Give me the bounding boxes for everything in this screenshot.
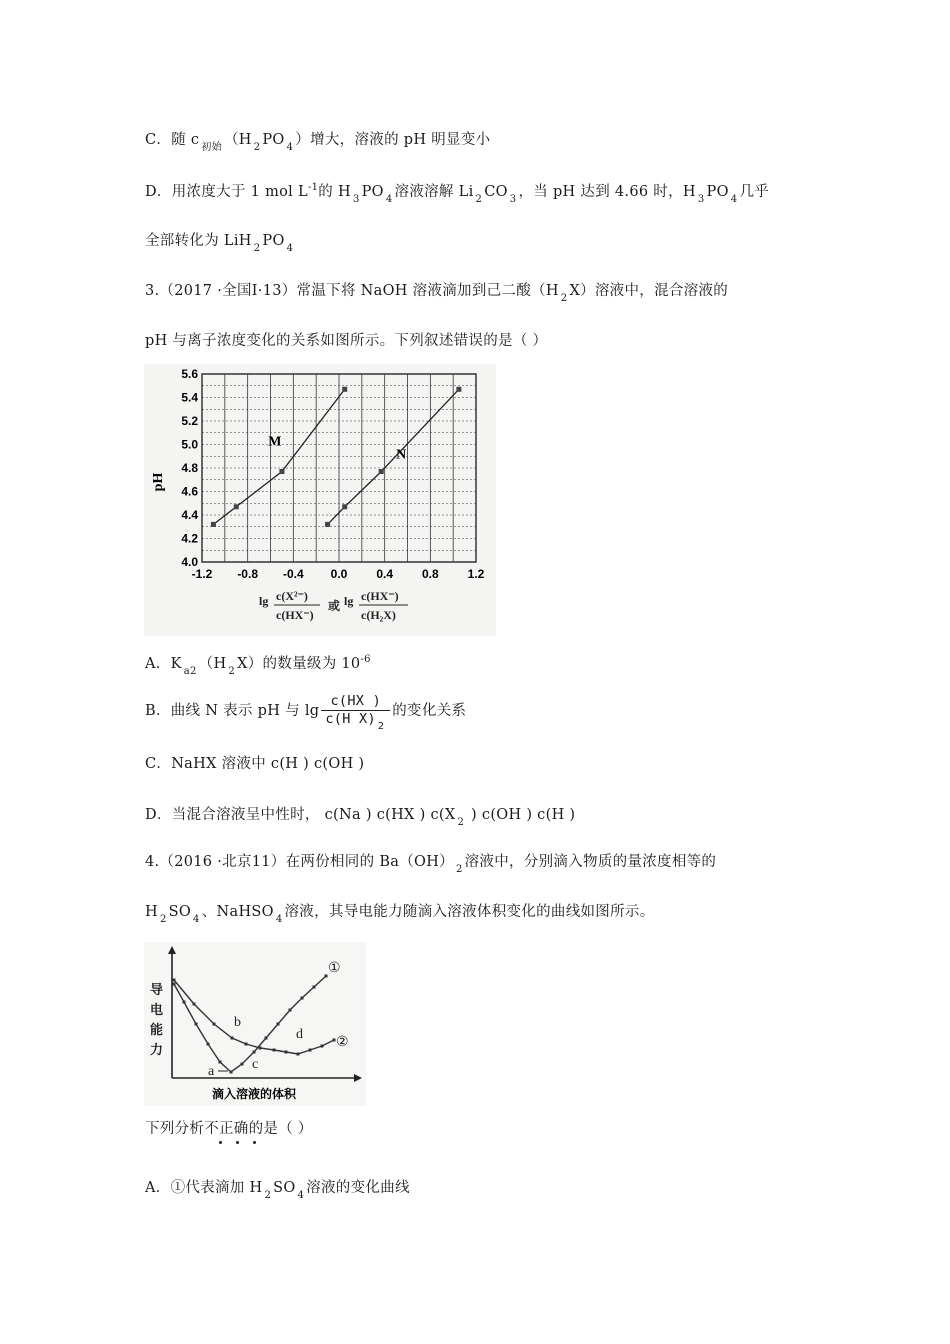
series-N-point — [325, 522, 330, 527]
curve-1-point — [207, 1043, 210, 1046]
conductivity-xlabel: 滴入溶液的体积 — [211, 1087, 297, 1101]
svg-text:lg: lg — [344, 594, 354, 608]
curve-1-point — [313, 986, 316, 989]
curve-1-point — [173, 983, 176, 986]
x-tick-label: 0.8 — [421, 567, 439, 581]
option-d-line-2: 全部转化为 LiH $_2$ PO $_4$ — [145, 233, 294, 254]
curve-1-point — [277, 1023, 280, 1026]
curve-1-point — [241, 1063, 244, 1066]
curve-2-point — [297, 1053, 300, 1056]
series-N-point — [456, 387, 461, 392]
ph-chart-ylabel: pH — [151, 472, 166, 492]
y-tick-label: 4.4 — [181, 508, 198, 522]
curve-2-point — [285, 1051, 288, 1054]
q3-option-a: A．K $_{a2}$ （H $_2$ X）的数量级为 $10^{-6}$ — [145, 654, 371, 677]
q3-option-b: B．曲线 N 表示 pH 与 lg $\frac{c(HX )}{c(H X) _2}$ 的变化关系 — [145, 693, 467, 732]
y-tick-label: 5.4 — [181, 390, 198, 405]
x-tick-label: -0.4 — [282, 567, 304, 581]
y-tick-label: 4.0 — [181, 555, 198, 569]
x-tick-label: -0.8 — [237, 567, 259, 581]
svg-text:c(HX⁻): c(HX⁻) — [361, 589, 399, 603]
curve-1-point — [265, 1037, 268, 1040]
curve-1-point — [253, 1051, 256, 1054]
option-d-line: D．用浓度大于 1 mol $L^{-1}$的 H $_3$ PO $_4$ 溶液溶解 Li $_2$ CO $_3$ ，当 pH 达到 4.66 时，H $_3$ PO $_4$ 几乎 — [145, 182, 770, 205]
curve-2-point — [321, 1045, 324, 1048]
svg-text:c(X²⁻): c(X²⁻) — [276, 589, 308, 603]
svg-text:lg: lg — [259, 594, 269, 608]
svg-text:或: 或 — [328, 599, 341, 613]
question-3-stem: 3.（2017 ·全国Ⅰ·13）常温下将 NaOH 溶液滴加到己二酸（H $_2$ X）溶液中，混合溶液的 — [145, 283, 729, 304]
question-4-prompt: 下列分析不正确的是（ ） — [145, 1121, 313, 1137]
curve-2-point — [259, 1047, 262, 1050]
x-tick-label: 0.4 — [376, 567, 394, 581]
series-N-point — [379, 469, 384, 474]
curve-2-point — [245, 1043, 248, 1046]
series-N-label: N — [396, 447, 407, 463]
point-label-c: c — [252, 1057, 259, 1072]
x-tick-label: 0.0 — [330, 567, 348, 581]
svg-text:导: 导 — [150, 982, 164, 997]
curve-1-point — [230, 1071, 233, 1074]
y-tick-label: 4.2 — [181, 531, 198, 546]
svg-text:c(H₂X): c(H₂X) — [361, 608, 396, 622]
point-label-d: d — [296, 1027, 303, 1042]
question-4-stem-2: H $_2$ SO $_4$ 、NaHSO $_4$ 溶液，其导电能力随滴入溶液体积变化的曲线如图所示。 — [145, 904, 655, 925]
curve-2-point — [213, 1023, 216, 1026]
y-tick-label: 4.8 — [181, 461, 198, 475]
curve-2-point — [193, 1003, 196, 1006]
svg-text:c(HX⁻): c(HX⁻) — [276, 608, 314, 622]
q3-option-d: D．当混合溶液呈中性时， c(Na ) c(HX ) c(X $_2$ ) c(OH ) c(H ) — [145, 807, 576, 828]
series-M-label: M — [268, 434, 282, 450]
question-3-stem-2: pH 与离子浓度变化的关系如图所示。下列叙述错误的是（ ） — [145, 333, 548, 349]
curve-1-point — [289, 1009, 292, 1012]
point-label-a: a — [208, 1064, 215, 1079]
curve-2-label: ② — [336, 1035, 349, 1050]
point-label-b: b — [234, 1015, 241, 1030]
series-M-point — [234, 504, 239, 509]
y-tick-label: 4.6 — [181, 484, 198, 499]
curve-1-point — [219, 1061, 222, 1064]
q3-option-c: C．NaHX 溶液中 c(H ) c(OH ) — [145, 756, 365, 772]
emphasis-dot — [236, 1141, 239, 1144]
x-tick-label: 1.2 — [467, 567, 485, 581]
emphasis-dot — [219, 1141, 222, 1144]
series-M-point — [279, 469, 284, 474]
y-tick-label: 5.0 — [181, 437, 198, 452]
curve-2-point — [173, 979, 176, 982]
q4-option-a: A．①代表滴加 H $_2$ SO $_4$ 溶液的变化曲线 — [145, 1180, 410, 1201]
option-c-line: C．随 c $_{初始}$ （H $_2$ PO $_4$ ）增大，溶液的 pH 明显变小 — [145, 132, 491, 153]
ph-chart — [144, 364, 496, 636]
curve-1-label: ① — [328, 961, 341, 976]
series-N-point — [342, 504, 347, 509]
curve-2-point — [231, 1037, 234, 1040]
question-4-stem: 4.（2016 ·北京11）在两份相同的 Ba（OH） $_2$ 溶液中，分别滴入物质的量浓度相等的 — [145, 854, 717, 875]
y-tick-label: 5.2 — [181, 414, 198, 428]
svg-text:能: 能 — [150, 1022, 164, 1037]
emphasis-dot — [253, 1141, 256, 1144]
curve-1-point — [183, 1001, 186, 1004]
y-tick-label: 5.6 — [181, 367, 198, 381]
curve-1-point — [195, 1023, 198, 1026]
series-M-point — [342, 387, 347, 392]
curve-1-point — [301, 997, 304, 1000]
x-tick-label: -1.2 — [191, 567, 213, 581]
curve-2-point — [273, 1049, 276, 1052]
svg-text:力: 力 — [150, 1042, 164, 1057]
conductivity-chart — [144, 942, 366, 1106]
svg-text:电: 电 — [150, 1002, 164, 1017]
curve-2-point — [309, 1049, 312, 1052]
series-M-point — [211, 522, 216, 527]
